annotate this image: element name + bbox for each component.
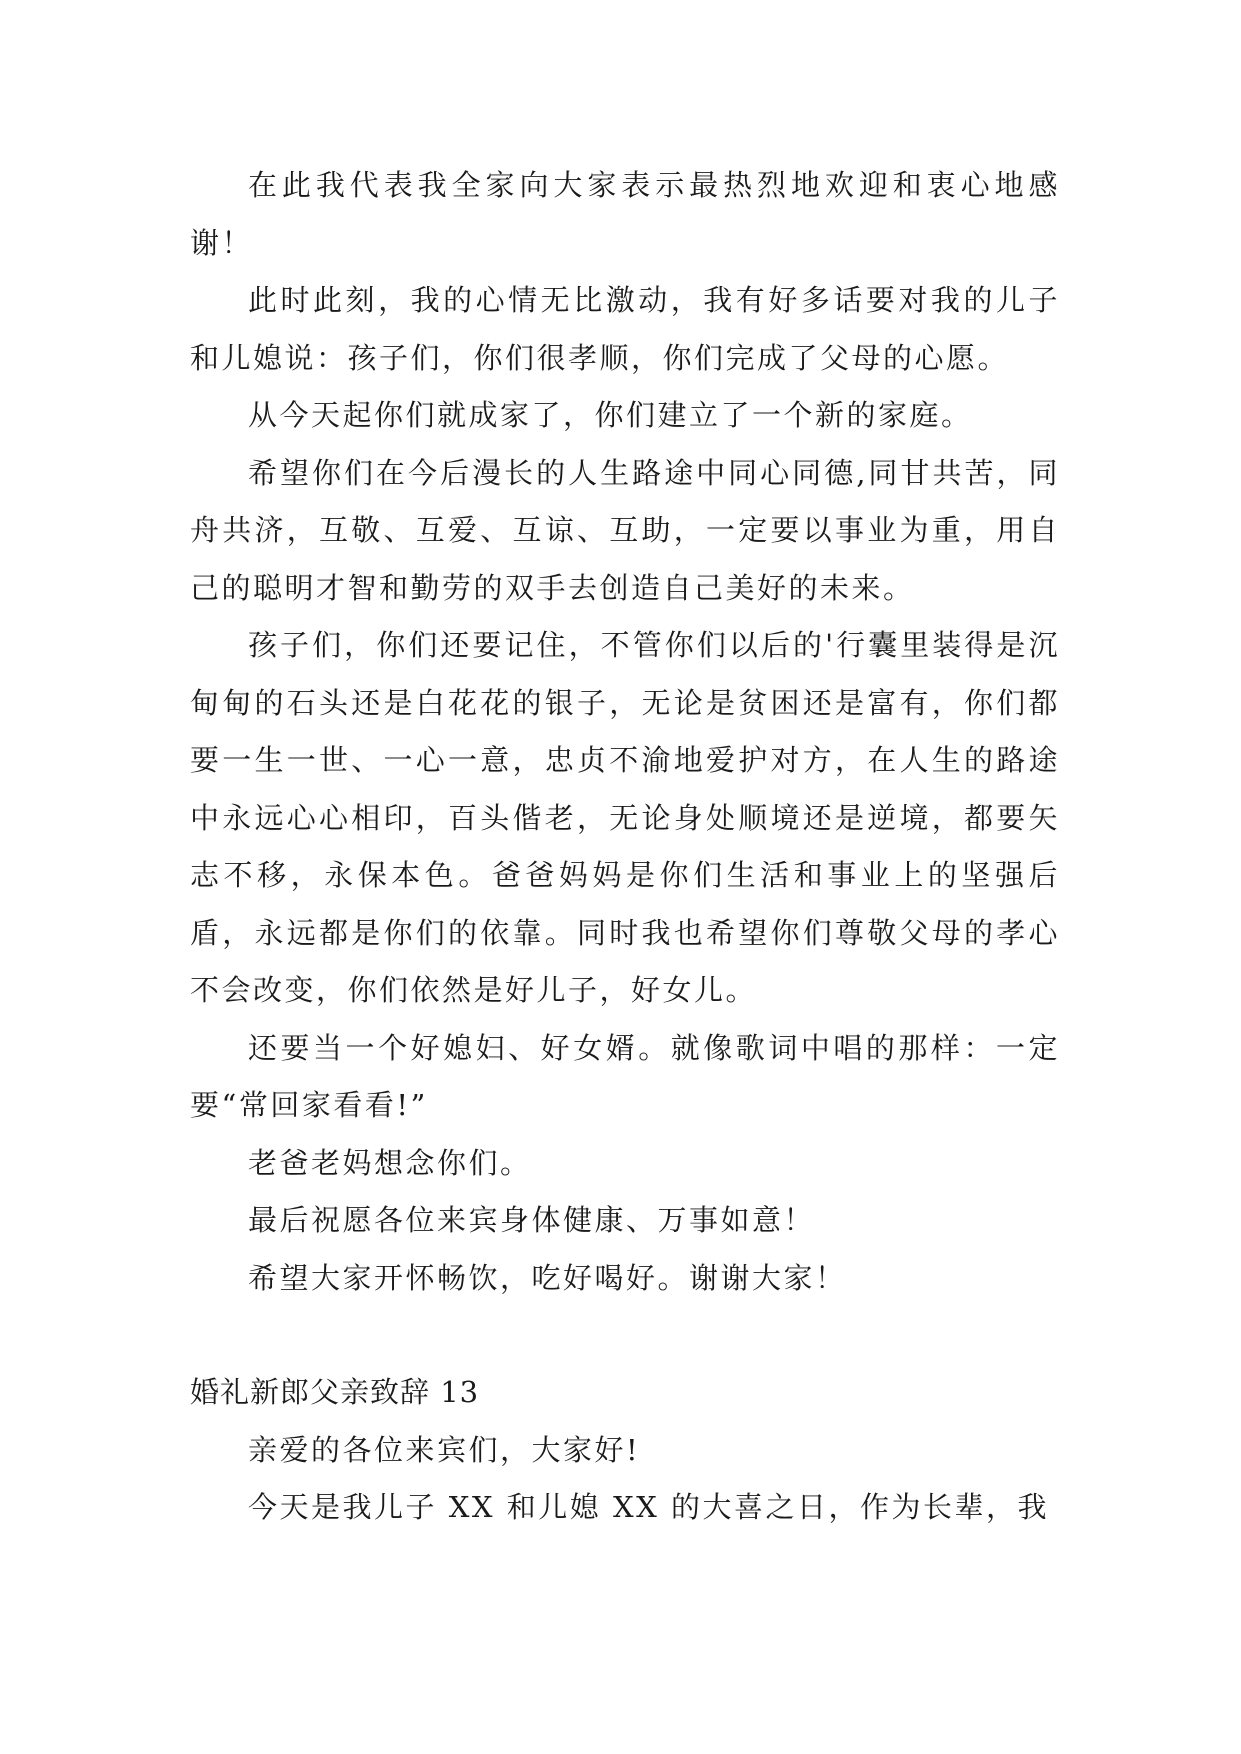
- paragraph-miss-you: 老爸老妈想念你们。: [248, 1145, 532, 1180]
- section-heading: 婚礼新郎父亲致辞 13: [190, 1375, 480, 1409]
- paragraph-hopes: 希望你们在今后漫长的人生路途中同心同德,同甘共苦，同舟共济，互敬、互爱、互谅、互助，一定要以事业为重，用自己的聪明才智和勤劳的双手去创造自己美好的未来。: [190, 455, 1060, 605]
- paragraph-today: 今天是我儿子 XX 和儿媳 XX 的大喜之日，作为长辈，我: [248, 1490, 1049, 1524]
- document-body: [190, 157, 1060, 1537]
- paragraph-good-spouses: 还要当一个好媳妇、好女婿。就像歌词中唱的那样：一定要“常回家看看!”: [190, 1030, 1060, 1122]
- paragraph-greeting: 亲爱的各位来宾们，大家好!: [248, 1432, 641, 1467]
- paragraph-feelings: 此时此刻，我的心情无比激动，我有好多话要对我的儿子和儿媳说：孩子们，你们很孝顺，你们完成了父母的心愿。: [190, 283, 1060, 375]
- paragraph-remember: 孩子们，你们还要记住，不管你们以后的'行囊里装得是沉甸甸的石头还是白花花的银子，无论是贫困还是富有，你们都要一生一世、一心一意，忠贞不渝地爱护对方，在人生的路途中永远心心相印，百头偕老，无论身处顺境还是逆境，都要矢志不移，永保本色。爸爸妈妈是你们生活和事业上的坚强后盾，永远都是你们的依靠。同时我也希望你们尊敬父母的孝心不会改变，你们依然是好儿子，好女儿。: [190, 628, 1060, 1007]
- paragraph-new-family: 从今天起你们就成家了，你们建立了一个新的家庭。: [248, 398, 973, 432]
- paragraph-cheers: 希望大家开怀畅饮，吃好喝好。谢谢大家！: [248, 1260, 847, 1295]
- paragraph-wishes: 最后祝愿各位来宾身体健康、万事如意！: [248, 1203, 816, 1237]
- paragraph-welcome-thanks: 在此我代表我全家向大家表示最热烈地欢迎和衷心地感谢！: [190, 168, 1060, 260]
